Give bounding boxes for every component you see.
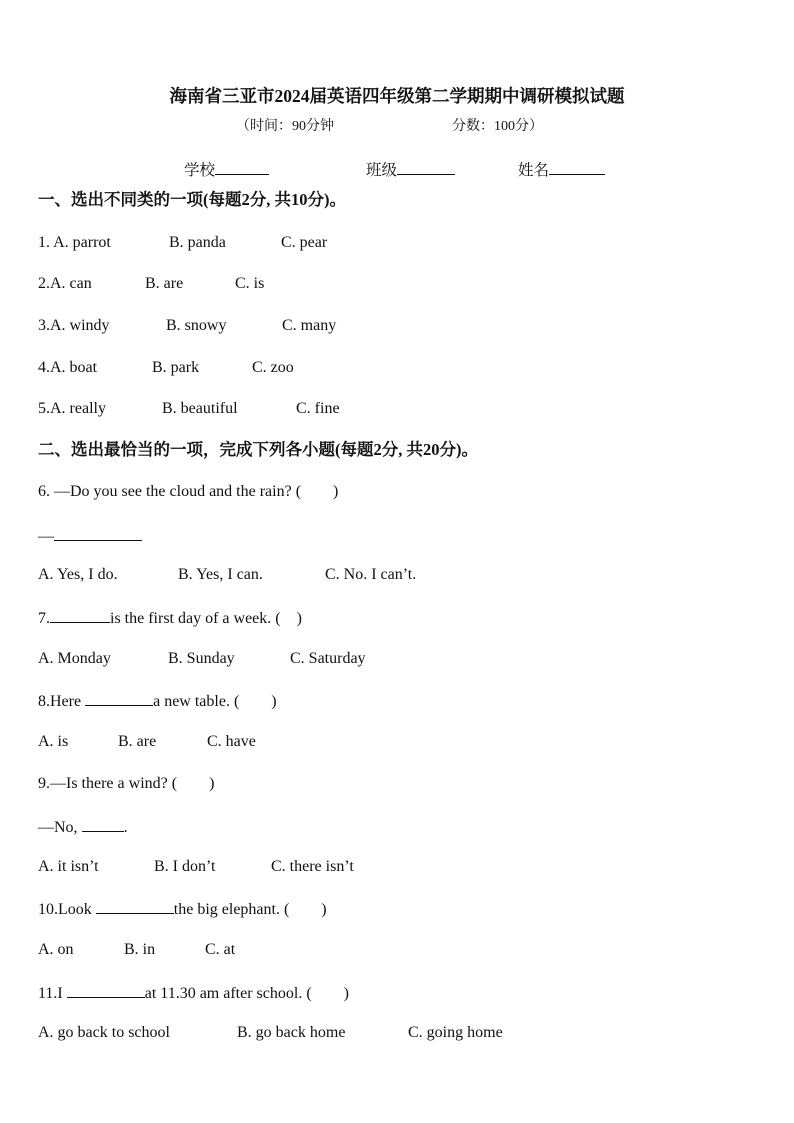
q1-option-a: 1. A. parrot	[38, 234, 111, 251]
q10-option-a: A. on	[38, 941, 74, 958]
q11-stem	[38, 984, 349, 1002]
q6-reply-dash: —	[38, 528, 54, 545]
q9-option-a: A. it isn’t	[38, 858, 99, 875]
q8-option-b: B. are	[118, 733, 157, 750]
q9-option-c: C. there isn’t	[271, 858, 354, 875]
q5-option-c: C. fine	[296, 400, 340, 417]
q1-option-c: C. pear	[281, 234, 328, 251]
q8-option-c: C. have	[207, 733, 256, 750]
q9-reply-text: —No,	[38, 819, 82, 836]
q6-option-b: B. Yes, I can.	[178, 566, 263, 583]
q9-reply	[38, 818, 128, 836]
q6-option-c: C. No. I can’t.	[325, 566, 417, 583]
q7-option-a: A. Monday	[38, 650, 111, 667]
q6-answer-blank[interactable]	[54, 527, 142, 541]
exam-score: 分数：100分）	[452, 119, 543, 134]
q8-option-a: A. is	[38, 733, 69, 750]
q8-answer-blank[interactable]	[85, 692, 153, 706]
page-title: 海南省三亚市2024届英语四年级第二学期期中调研模拟试题	[169, 86, 625, 106]
q11-number: 11.I	[38, 985, 67, 1002]
q10-number: 10.Look	[38, 901, 96, 918]
q8-text: a new table. ( )	[153, 693, 277, 710]
class-blank[interactable]	[397, 161, 455, 175]
q4-option-b: B. park	[152, 359, 200, 376]
q11-option-a: A. go back to school	[38, 1024, 170, 1041]
q7-answer-blank[interactable]	[50, 609, 110, 623]
q3-option-c: C. many	[282, 317, 337, 334]
q2-option-a: 2.A. can	[38, 275, 92, 292]
q9-stem: 9.—Is there a wind? ( )	[38, 775, 215, 792]
name-blank[interactable]	[549, 161, 605, 175]
q8-stem	[38, 692, 277, 710]
q10-answer-blank[interactable]	[96, 900, 174, 914]
q7-number: 7.	[38, 610, 50, 627]
q10-option-c: C. at	[205, 941, 236, 958]
q3-option-b: B. snowy	[166, 317, 227, 334]
q5-option-b: B. beautiful	[162, 400, 238, 417]
q11-text: at 11.30 am after school. ( )	[144, 985, 349, 1002]
q7-stem	[38, 609, 302, 627]
q3-option-a: 3.A. windy	[38, 317, 110, 334]
q7-option-c: C. Saturday	[290, 650, 366, 667]
q4-option-a: 4.A. boat	[38, 359, 98, 376]
school-blank[interactable]	[215, 161, 269, 175]
section2-heading: 二、选出最恰当的一项，完成下列各小题(每题2分, 共20分)。	[38, 440, 478, 459]
section1-heading: 一、选出不同类的一项(每题2分, 共10分)。	[38, 190, 346, 209]
q9-answer-blank[interactable]	[82, 818, 124, 832]
exam-time: （时间：90分钟	[236, 119, 334, 134]
q11-option-b: B. go back home	[237, 1024, 346, 1041]
q10-text: the big elephant. ( )	[173, 901, 327, 918]
q9-option-b: B. I don’t	[154, 858, 216, 875]
q6-option-a: A. Yes, I do.	[38, 566, 118, 583]
name-label: 姓名	[518, 162, 550, 179]
q1-option-b: B. panda	[169, 234, 226, 251]
q8-number: 8.Here	[38, 693, 86, 710]
name-field	[518, 161, 605, 179]
q10-option-b: B. in	[124, 941, 156, 958]
q9-reply-end: .	[123, 819, 128, 836]
q2-option-c: C. is	[235, 275, 265, 292]
q4-option-c: C. zoo	[252, 359, 294, 376]
q11-option-c: C. going home	[408, 1024, 503, 1041]
q6-reply	[38, 527, 142, 545]
school-label: 学校	[184, 162, 216, 179]
q11-answer-blank[interactable]	[67, 984, 145, 998]
class-field	[366, 161, 455, 179]
school-field	[184, 161, 269, 179]
class-label: 班级	[366, 162, 398, 179]
q7-option-b: B. Sunday	[168, 650, 235, 667]
q2-option-b: B. are	[145, 275, 184, 292]
q10-stem	[38, 900, 327, 918]
q7-text: is the first day of a week. ( )	[110, 610, 302, 627]
q5-option-a: 5.A. really	[38, 400, 106, 417]
q6-stem: 6. —Do you see the cloud and the rain? ( )	[38, 483, 339, 500]
